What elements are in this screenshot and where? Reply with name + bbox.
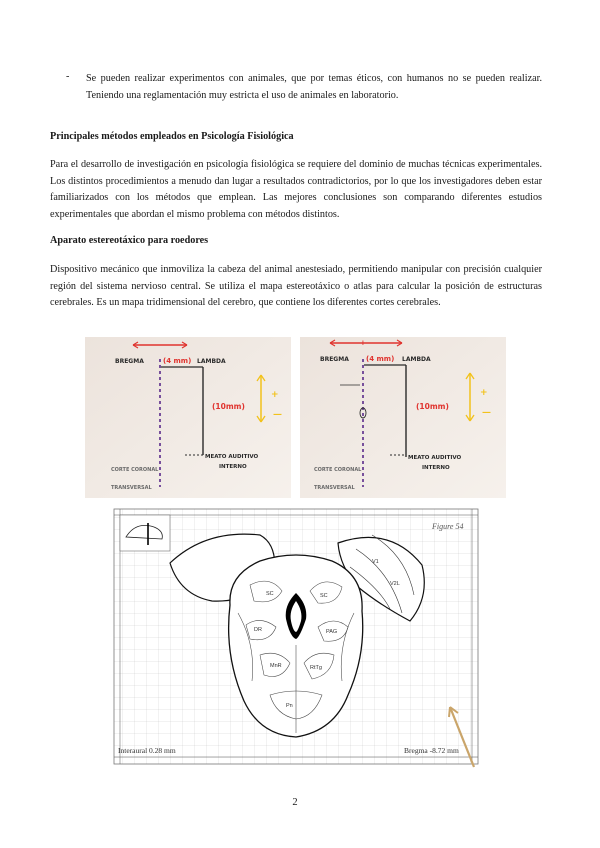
- bullet-text: Se pueden realizar experimentos con animales, que por temas éticos, con humanos no se pueden realizar. Teniendo una reglamentación muy estricta el uso de animales en laboratorio.: [86, 73, 542, 101]
- bullet-dash: -: [66, 71, 70, 82]
- sketch-2-meato-2: INTERNO: [422, 465, 450, 471]
- sketch-1-corte: CORTE CORONAL: [111, 467, 159, 473]
- sketch-1-meato-2: INTERNO: [219, 464, 247, 470]
- sketch-2-meato-1: MEATO AUDITIVO: [408, 455, 462, 461]
- heading-estereotaxico: Aparato estereotáxico para roedores: [50, 235, 209, 246]
- sketch-1-lambda: LAMBDA: [197, 358, 226, 365]
- svg-text:SC: SC: [320, 593, 328, 599]
- figure-stereotaxic-atlas: [110, 505, 482, 772]
- sketch-2-drawing: [300, 337, 506, 498]
- svg-text:PAG: PAG: [326, 629, 338, 635]
- sketch-1-dist-h: (4 mm): [163, 357, 192, 365]
- svg-text:+: +: [480, 388, 488, 398]
- svg-text:V2L: V2L: [390, 581, 400, 587]
- sketch-2-dist-h: (4 mm): [366, 355, 395, 363]
- photo-stereotaxic-sketch-2: [300, 337, 506, 498]
- svg-text:Pn: Pn: [286, 703, 293, 709]
- paragraph-metodos: Para el desarrollo de investigación en psicología fisiológica se requiere del dominio de muchas técnicas experimentales. Los distintos procedimientos a menudo dan lugar a resultados contradictorios, por lo que los investigadores deben estar familiarizados con los métodos que emplean. Las mejores conclusiones son comparando diferentes estudios experimentales que abordan el mismo problema con métodos distintos.: [50, 159, 542, 220]
- sketch-2-bregma: BREGMA: [320, 356, 349, 363]
- svg-text:—: —: [482, 408, 491, 418]
- sketch-1-transversal: TRANSVERSAL: [111, 485, 152, 491]
- sketch-2-dist-v: (10mm): [416, 402, 449, 411]
- svg-text:SC: SC: [266, 591, 274, 597]
- sketch-1-dist-v: (10mm): [212, 402, 245, 411]
- atlas-drawing: [110, 505, 482, 772]
- sketch-1-plus: +: [271, 390, 279, 400]
- svg-text:—: —: [273, 410, 282, 420]
- atlas-bregma-label: Bregma -8.72 mm: [404, 746, 459, 755]
- sketch-2-corte: CORTE CORONAL: [314, 467, 362, 473]
- svg-text:DR: DR: [254, 627, 262, 633]
- atlas-interaural-label: Interaural 0.28 mm: [118, 746, 176, 755]
- svg-text:MnR: MnR: [270, 663, 282, 669]
- sketch-1-drawing: [85, 337, 291, 498]
- heading-metodos: Principales métodos empleados en Psicología Fisiológica: [50, 131, 294, 142]
- page-number: 2: [292, 797, 298, 808]
- sketch-1-meato-1: MEATO AUDITIVO: [205, 454, 259, 460]
- atlas-figure-label: Figure 54: [432, 522, 464, 531]
- sketch-2-plus: +: [360, 339, 366, 347]
- sketch-2-transversal: TRANSVERSAL: [314, 485, 355, 491]
- sketch-1-bregma: BREGMA: [115, 358, 144, 365]
- svg-text:RtTg: RtTg: [310, 665, 322, 671]
- svg-text:V1: V1: [372, 559, 379, 565]
- paragraph-estereotaxico: Dispositivo mecánico que inmoviliza la cabeza del animal anestesiado, permitiendo manipular con precisión cualquier región del sistema nervioso central. Se utiliza el mapa estereotáxico o atlas para calcular la posición de estructuras cerebrales. Es un mapa tridimensional del cerebro, que contiene los diferentes cortes cerebrales.: [50, 264, 542, 308]
- photo-stereotaxic-sketch-1: [85, 337, 291, 498]
- sketch-2-lambda: LAMBDA: [402, 356, 431, 363]
